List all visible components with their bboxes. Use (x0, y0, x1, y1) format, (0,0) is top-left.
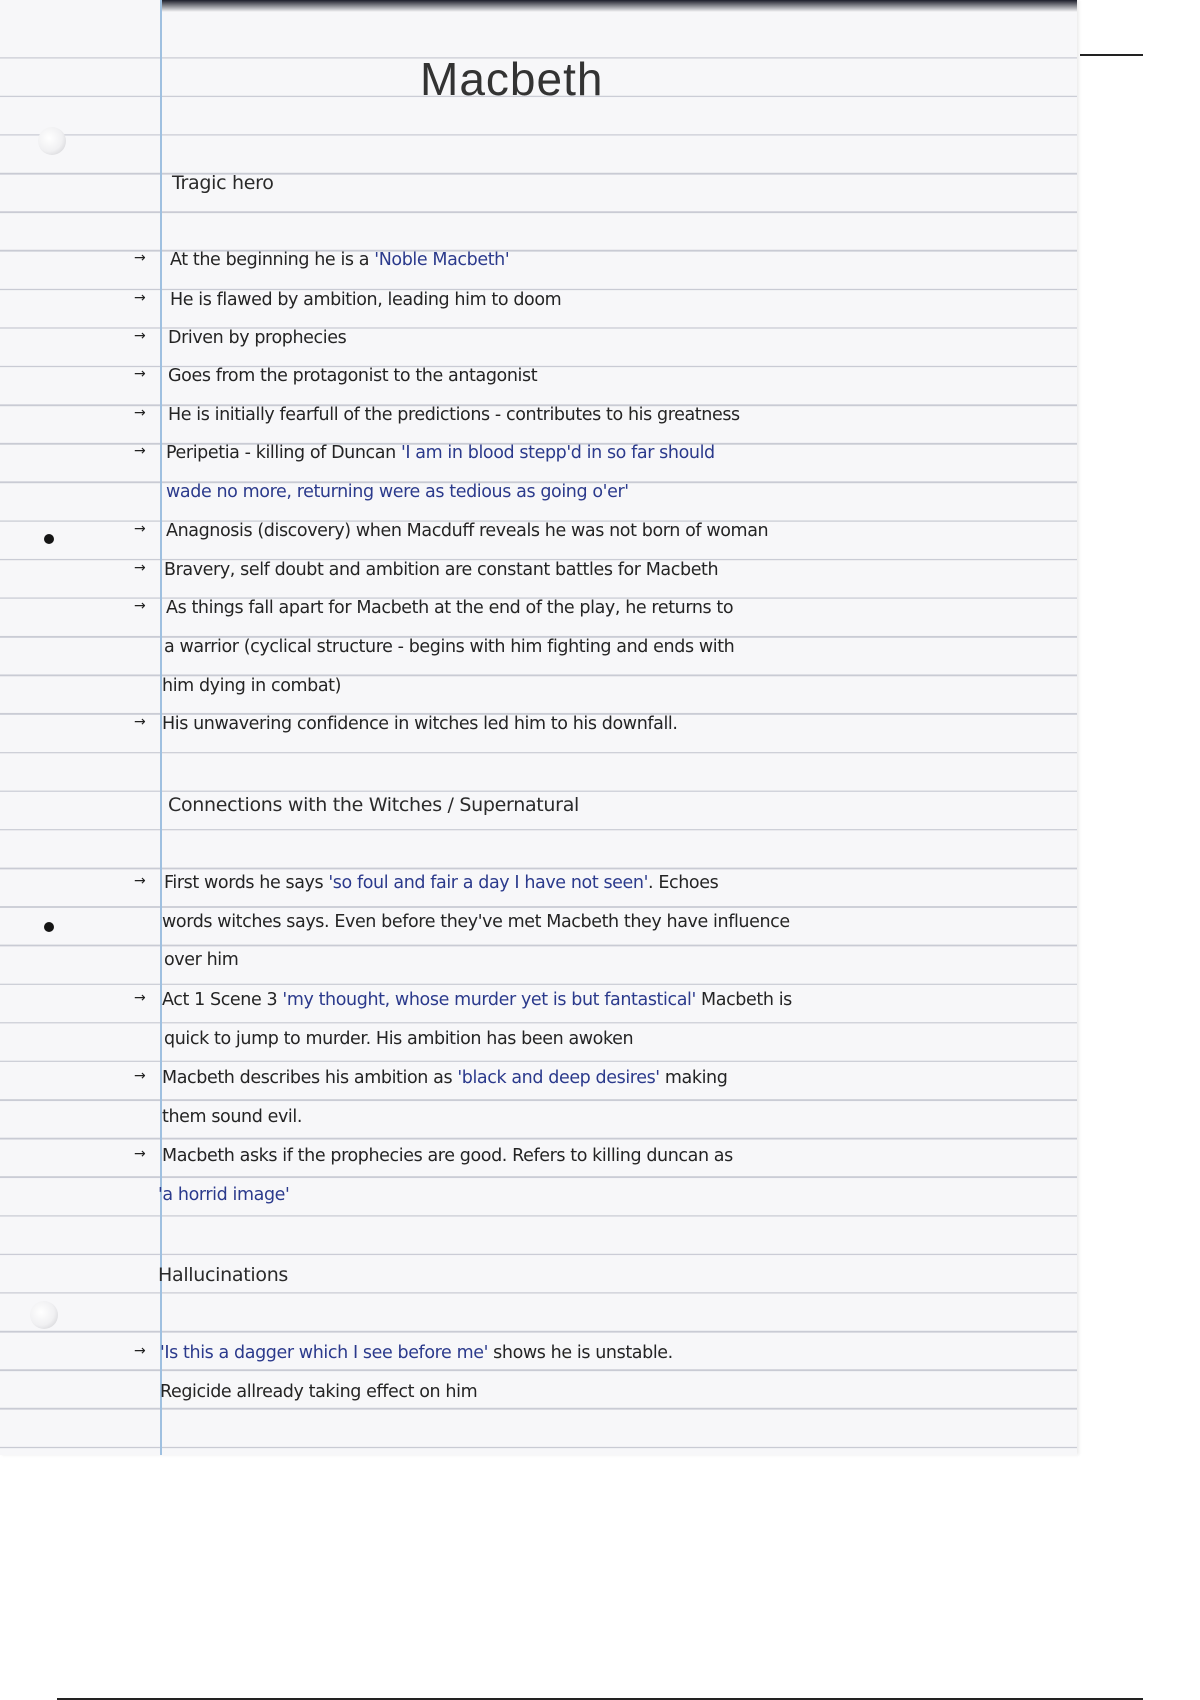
arrow-bullet-icon: → (134, 405, 146, 421)
note-line: Anagnosis (discovery) when Macduff reveals he was not born of woman (166, 521, 769, 541)
note-line: He is flawed by ambition, leading him to doom (170, 290, 562, 310)
arrow-bullet-icon: → (134, 250, 146, 266)
note-line: Act 1 Scene 3 'my thought, whose murder yet is but fantastical' Macbeth is (162, 990, 792, 1010)
note-line-continued: them sound evil. (162, 1107, 303, 1127)
note-line: Peripetia - killing of Duncan 'I am in blood stepp'd in so far should (166, 443, 715, 463)
arrow-bullet-icon: → (134, 1068, 146, 1084)
note-line: Macbeth describes his ambition as 'black and deep desires' making (162, 1068, 728, 1088)
note-line: As things fall apart for Macbeth at the end of the play, he returns to (166, 598, 734, 618)
section-heading-witches: Connections with the Witches / Supernatural (168, 794, 580, 816)
arrow-bullet-icon: → (134, 328, 146, 344)
arrow-bullet-icon: → (134, 366, 146, 382)
arrow-bullet-icon: → (134, 598, 146, 614)
note-line-continued: him dying in combat) (162, 676, 342, 696)
punch-hole (30, 1301, 58, 1329)
arrow-bullet-icon: → (134, 443, 146, 459)
arrow-bullet-icon: → (134, 873, 146, 889)
note-line-continued: quick to jump to murder. His ambition has been awoken (164, 1029, 634, 1049)
arrow-bullet-icon: → (134, 521, 146, 537)
section-heading-tragic-hero: Tragic hero (172, 172, 274, 194)
note-line: He is initially fearfull of the predictions - contributes to his greatness (168, 405, 740, 425)
note-line: Driven by prophecies (168, 328, 347, 348)
arrow-bullet-icon: → (134, 560, 146, 576)
note-line: Goes from the protagonist to the antagonist (168, 366, 538, 386)
punch-hole (38, 127, 66, 155)
note-line: Bravery, self doubt and ambition are constant battles for Macbeth (164, 560, 719, 580)
arrow-bullet-icon: → (134, 990, 146, 1006)
punch-hole (44, 922, 54, 932)
note-line: Macbeth asks if the prophecies are good. Refers to killing duncan as (162, 1146, 733, 1166)
note-line: His unwavering confidence in witches led him to his downfall. (162, 714, 678, 734)
punch-hole (44, 534, 54, 544)
note-line-continued: Regicide allready taking effect on him (160, 1382, 478, 1402)
arrow-bullet-icon: → (134, 290, 146, 306)
note-line-continued: words witches says. Even before they've met Macbeth they have influence (162, 912, 790, 932)
arrow-bullet-icon: → (134, 714, 146, 730)
note-line-continued: over him (164, 950, 239, 970)
note-line: At the beginning he is a 'Noble Macbeth' (170, 250, 510, 270)
note-line-continued: 'a horrid image' (158, 1185, 290, 1205)
page-top-shadow (160, 0, 1077, 12)
page-rule-top (1080, 54, 1143, 56)
arrow-bullet-icon: → (134, 1343, 146, 1359)
page-title: Macbeth (420, 53, 604, 105)
note-line-continued: wade no more, returning were as tedious as going o'er' (166, 482, 629, 502)
note-line-continued: a warrior (cyclical structure - begins with him fighting and ends with (164, 637, 735, 657)
section-heading-hallucinations: Hallucinations (158, 1264, 289, 1286)
note-line: 'Is this a dagger which I see before me' shows he is unstable. (160, 1343, 673, 1363)
note-line: First words he says 'so foul and fair a day I have not seen'. Echoes (164, 873, 719, 893)
arrow-bullet-icon: → (134, 1146, 146, 1162)
